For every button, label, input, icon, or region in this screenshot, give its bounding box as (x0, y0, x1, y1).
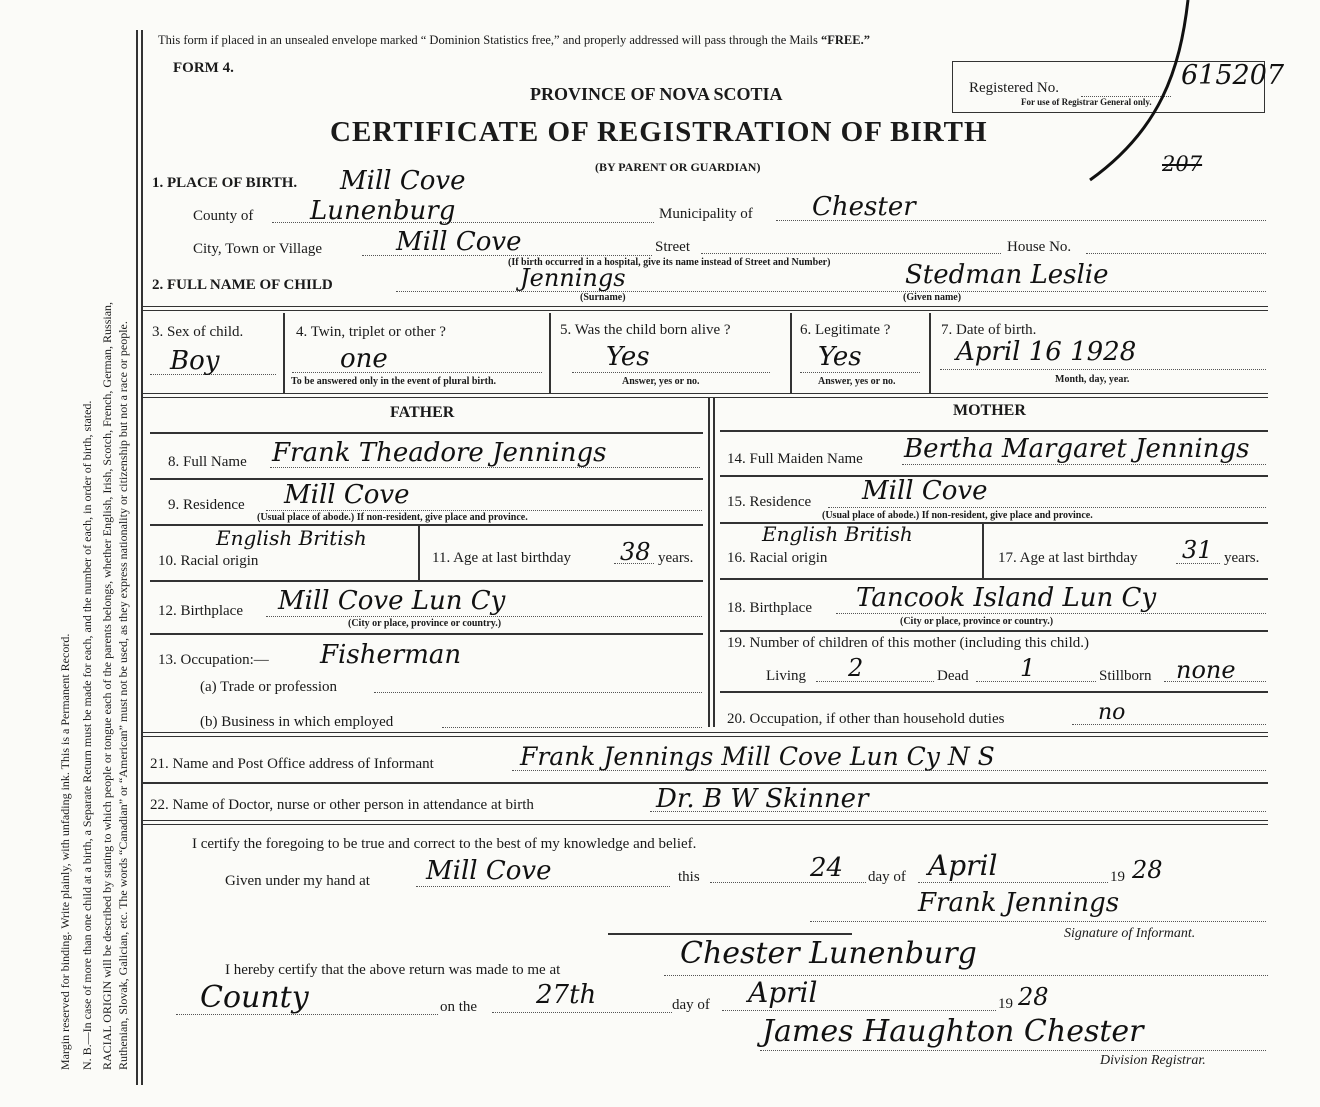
born-alive-label: 5. Was the child born alive ? (560, 322, 731, 338)
house-no-label: House No. (1007, 239, 1072, 255)
twin-note: To be answered only in the event of plural birth. (291, 376, 497, 387)
registrar-place-value: Chester Lunenburg (680, 936, 977, 971)
mother-age-value: 31 (1182, 536, 1213, 564)
grid-divider-3 (790, 313, 792, 393)
father-age-label: 11. Age at last birthday (432, 550, 571, 566)
twin-value: one (340, 344, 388, 374)
hand-rule (608, 933, 852, 935)
mother-birthplace-value: Tancook Island Lun Cy (856, 583, 1157, 613)
registrar-signature-line (760, 1050, 1266, 1051)
father-trade-label: (a) Trade or profession (200, 679, 338, 695)
parents-divider (708, 397, 710, 727)
mother-name-value: Bertha Margaret Jennings (904, 434, 1250, 464)
registrar-month-value: April (748, 976, 818, 1009)
mother-rule-2 (720, 475, 1268, 477)
mother-birthplace-line (836, 613, 1266, 614)
born-alive-note: Answer, yes or no. (622, 376, 700, 387)
county-label: County of (193, 208, 254, 224)
mother-race-value: English British (762, 522, 913, 546)
county-value: Lunenburg (310, 196, 456, 226)
municipality-label: Municipality of (659, 206, 753, 222)
grid-divider-2 (549, 313, 551, 393)
mother-birthplace-label: 18. Birthplace (727, 600, 812, 616)
mother-race-label: 16. Racial origin (727, 550, 828, 566)
father-occupation-label: 13. Occupation:— (158, 652, 269, 668)
mother-stillborn-value: none (1176, 656, 1236, 684)
father-age-value: 38 (620, 538, 651, 566)
father-business-label: (b) Business in which employed (200, 714, 394, 730)
father-race-label: 10. Racial origin (158, 553, 259, 569)
mother-residence-value: Mill Cove (862, 476, 988, 506)
margin-note-nationality: Ruthenian, Slovak, Galician, etc. The words “Canadian” or “American” must not be used, as they express nationality or citizenship but not a race or people. (116, 321, 130, 1070)
father-occupation-value: Fisherman (320, 640, 462, 670)
father-residence-note: (Usual place of abode.) If non-resident, give place and province. (257, 512, 528, 523)
dob-line (940, 369, 1266, 370)
mother-dead-value: 1 (1020, 654, 1036, 682)
father-birthplace-value: Mill Cove Lun Cy (278, 586, 506, 616)
father-rule-4 (150, 580, 703, 582)
registered-no-note: For use of Registrar General only. (1021, 97, 1152, 107)
mother-rule-4 (720, 578, 1268, 580)
mother-residence-label: 15. Residence (727, 494, 812, 510)
informant-label: 21. Name and Post Office address of Informant (150, 756, 434, 772)
grid-divider-1 (283, 313, 285, 393)
this-label: this (678, 869, 700, 885)
certificate-title: CERTIFICATE OF REGISTRATION OF BIRTH (330, 116, 988, 148)
father-trade-line (374, 692, 702, 693)
certify-statement: I certify the foregoing to be true and correct to the best of my knowledge and belief. (192, 836, 697, 852)
father-birthplace-note: (City or place, province or country.) (348, 618, 502, 629)
registered-no-label: Registered No. (969, 80, 1059, 96)
father-residence-line (266, 510, 702, 511)
corner-number: 207 (1162, 152, 1203, 176)
dob-note: Month, day, year. (1055, 374, 1130, 385)
mother-age-unit: years. (1224, 550, 1260, 566)
mother-occupation-label: 20. Occupation, if other than household duties (727, 711, 1005, 727)
registrar-year-value: 28 (1018, 983, 1049, 1011)
registrar-month-line (722, 1010, 996, 1011)
doctor-label: 22. Name of Doctor, nurse or other person in attendance at birth (150, 797, 534, 813)
grid-divider-4 (929, 313, 931, 393)
father-race-value: English British (216, 526, 367, 550)
mother-name-label: 14. Full Maiden Name (727, 451, 863, 467)
rule-top-grid (142, 306, 1268, 311)
mother-stillborn-label: Stillborn (1099, 668, 1152, 684)
form-number: FORM 4. (173, 60, 234, 76)
child-surname-note: (Surname) (580, 292, 626, 303)
certify-month-value: April (928, 849, 998, 882)
certify-year-value: 28 (1132, 856, 1163, 884)
mother-heading: MOTHER (953, 402, 1026, 419)
mother-residence-note: (Usual place of abode.) If non-resident, give place and province. (822, 510, 1093, 521)
father-age-unit: years. (658, 550, 694, 566)
mother-birthplace-note: (City or place, province or country.) (900, 616, 1054, 627)
place-of-birth-label: 1. PLACE OF BIRTH. (152, 175, 298, 191)
twin-line (292, 372, 542, 373)
child-given-note: (Given name) (903, 292, 962, 303)
father-birthplace-line (266, 616, 702, 617)
registrar-on-the-label: on the (440, 999, 478, 1015)
registrar-signature: James Haughton Chester (762, 1014, 1144, 1049)
father-race-divider (418, 526, 420, 580)
city-value: Mill Cove (396, 227, 522, 257)
mother-dead-line (976, 681, 1096, 682)
given-place-value: Mill Cove (426, 856, 552, 886)
mother-residence-line (828, 507, 1266, 508)
doctor-value: Dr. B W Skinner (656, 784, 869, 814)
mother-living-value: 2 (848, 654, 864, 682)
child-name-label: 2. FULL NAME OF CHILD (152, 277, 333, 293)
margin-note-binding: Margin reserved for binding. Write plainly, with unfading ink. This is a Permanent Record. (58, 633, 72, 1070)
city-label: City, Town or Village (193, 241, 323, 257)
street-line (701, 253, 1001, 254)
father-rule-1 (150, 432, 703, 434)
mother-children-label: 19. Number of children of this mother (including this child.) (727, 635, 1090, 651)
certificate-subtitle: (BY PARENT OR GUARDIAN) (595, 160, 761, 174)
year-prefix: 19 (1110, 869, 1125, 885)
rule-parents (142, 393, 1268, 398)
dob-label: 7. Date of birth. (941, 322, 1037, 338)
parents-divider-inner (713, 397, 715, 727)
born-alive-line (572, 372, 770, 373)
registrar-day-value: 27th (536, 980, 597, 1010)
sex-label: 3. Sex of child. (152, 324, 244, 340)
given-place-line (416, 886, 670, 887)
informant-signature: Frank Jennings (918, 888, 1120, 918)
municipality-value: Chester (812, 192, 916, 222)
place-of-birth-value: Mill Cove (340, 166, 466, 196)
legitimate-label: 6. Legitimate ? (800, 322, 891, 338)
mailing-free: “FREE.” (821, 33, 870, 47)
father-rule-5 (150, 633, 703, 635)
mother-living-line (816, 681, 934, 682)
informant-value: Frank Jennings Mill Cove Lun Cy N S (520, 742, 995, 771)
registrar-statement: I hereby certify that the above return was made to me at (225, 962, 561, 978)
mother-rule-6 (720, 691, 1268, 693)
province-heading: PROVINCE OF NOVA SCOTIA (530, 84, 783, 104)
registrar-day-line (492, 1012, 672, 1013)
twin-label: 4. Twin, triplet or other ? (296, 324, 446, 340)
informant-signature-line (810, 921, 1266, 922)
month-line (918, 882, 1108, 883)
mailing-notice: This form if placed in an unsealed envelope marked “ Dominion Statistics free,” and properly addressed will pass through the Mails “FREE.” (158, 33, 870, 47)
father-residence-value: Mill Cove (284, 480, 410, 510)
registrar-day-of-label: day of (672, 997, 710, 1013)
legitimate-value: Yes (818, 342, 862, 372)
informant-signature-caption: Signature of Informant. (1064, 926, 1196, 941)
father-business-line (442, 727, 702, 728)
father-residence-label: 9. Residence (168, 497, 245, 513)
dob-value: April 16 1928 (956, 337, 1137, 367)
father-name-value: Frank Theadore Jennings (272, 438, 607, 468)
sex-value: Boy (170, 346, 220, 376)
legitimate-line (800, 372, 920, 373)
margin-note-racial-origin: RACIAL ORIGIN will be described by stating to which people or tongue each of the parents belongs, whether English, Irish, Scotch, French, German, Russian, (100, 301, 114, 1070)
registered-no-value: 615207 (1181, 60, 1285, 91)
form-left-border (136, 30, 138, 1085)
father-rule-2 (150, 478, 703, 480)
house-no-line (1086, 253, 1266, 254)
given-label: Given under my hand at (225, 873, 370, 889)
certify-day-value: 24 (810, 853, 844, 883)
hospital-note: (If birth occurred in a hospital, give its name instead of Street and Number) (508, 257, 831, 268)
day-of-label: day of (868, 869, 906, 885)
father-name-label: 8. Full Name (168, 454, 247, 470)
registrar-year-prefix: 19 (998, 996, 1013, 1012)
registrar-signature-caption: Division Registrar. (1100, 1053, 1206, 1068)
form-left-border-inner (141, 30, 143, 1085)
child-surname-value: Jennings (520, 264, 626, 292)
mother-living-label: Living (766, 668, 806, 684)
mother-race-divider (982, 524, 984, 578)
rule-informant (142, 732, 1268, 737)
mother-rule-5 (720, 630, 1268, 632)
mother-age-label: 17. Age at last birthday (998, 550, 1138, 566)
mother-dead-label: Dead (937, 668, 969, 684)
father-birthplace-label: 12. Birthplace (158, 603, 243, 619)
child-given-value: Stedman Leslie (905, 260, 1109, 290)
margin-note-multiple-births: N. B.—In case of more than one child at a birth, a Separate Return must be made for each, and the number of each, in order of birth, stated. (80, 400, 94, 1070)
mother-occupation-value: no (1098, 700, 1126, 725)
registrar-place-value-2: County (200, 980, 309, 1015)
street-label: Street (655, 239, 690, 255)
mother-name-line (902, 464, 1266, 465)
born-alive-value: Yes (606, 342, 650, 372)
mother-rule-1 (720, 430, 1268, 432)
rule-certify (142, 820, 1268, 825)
legitimate-note: Answer, yes or no. (818, 376, 896, 387)
father-heading: FATHER (390, 404, 455, 421)
